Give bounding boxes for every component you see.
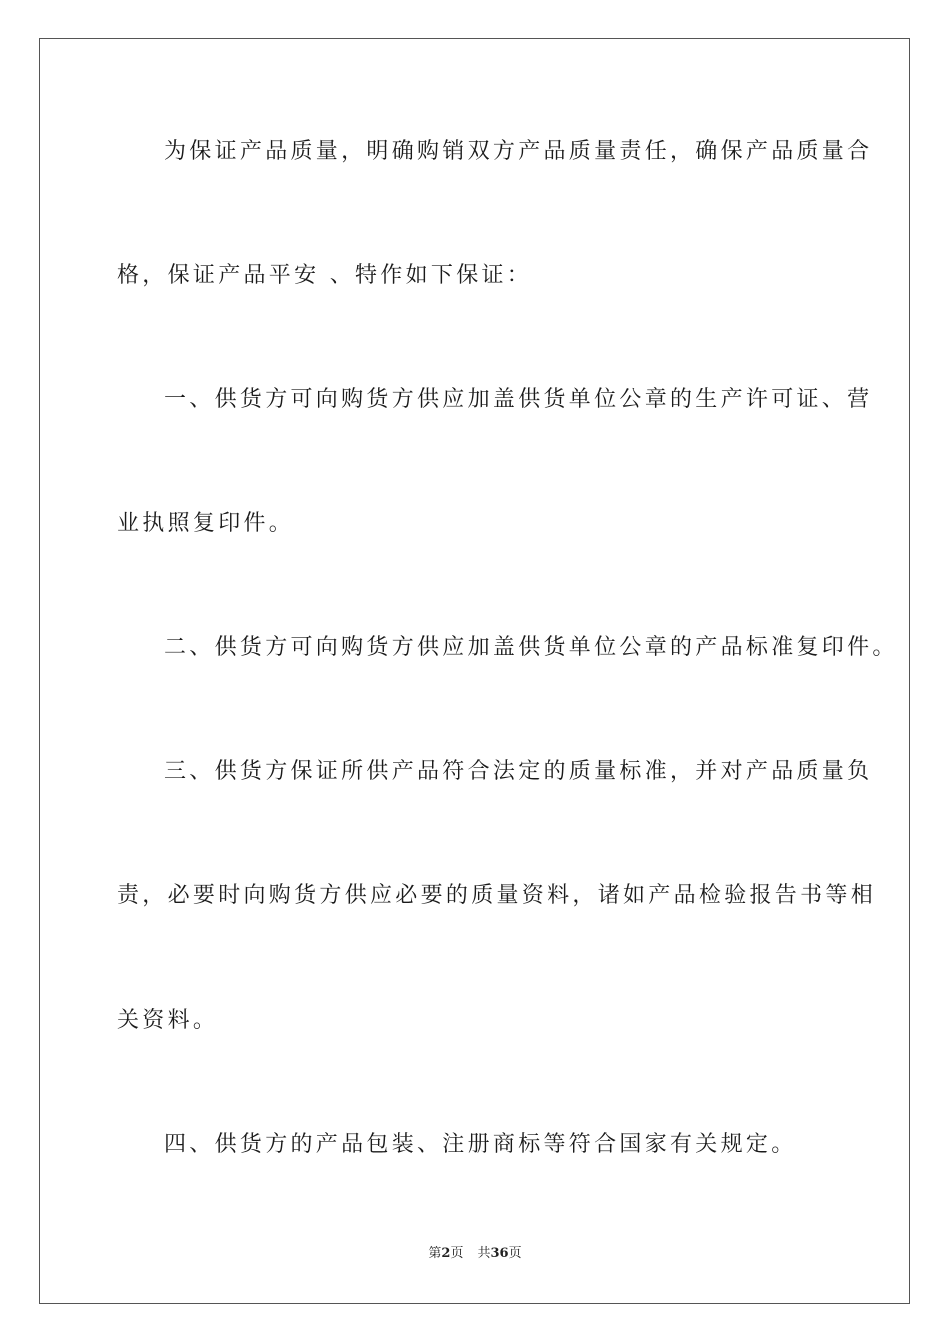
page-prefix: 第 bbox=[428, 1246, 442, 1261]
page-suffix: 页 bbox=[450, 1246, 464, 1261]
total-pages: 36 bbox=[490, 1246, 509, 1261]
page-number: 2 bbox=[441, 1246, 451, 1261]
total-prefix: 共 bbox=[477, 1246, 491, 1261]
clause-3-line-3: 关资料。 bbox=[117, 1008, 219, 1033]
paragraph-intro-line-2: 格，保证产品平安 、特作如下保证： bbox=[117, 263, 533, 288]
paragraph-intro-line-1: 为保证产品质量，明确购销双方产品质量责任，确保产品质量合 bbox=[164, 139, 873, 164]
clause-3-line-2: 责，必要时向购货方供应必要的质量资料，诸如产品检验报告书等相 bbox=[117, 883, 877, 908]
clause-4-line-1: 四、供货方的产品包装、注册商标等符合国家有关规定。 bbox=[164, 1132, 797, 1157]
page-border bbox=[39, 38, 910, 1304]
clause-1-line-2: 业执照复印件。 bbox=[117, 511, 295, 536]
clause-3-line-1: 三、供货方保证所供产品符合法定的质量标准，并对产品质量负 bbox=[164, 759, 873, 784]
page-footer bbox=[0, 1245, 950, 1263]
total-suffix: 页 bbox=[508, 1246, 522, 1261]
clause-2-line-1: 二、供货方可向购货方供应加盖供货单位公章的产品标准复印件。 bbox=[164, 635, 898, 660]
clause-1-line-1: 一、供货方可向购货方供应加盖供货单位公章的生产许可证、营 bbox=[164, 387, 873, 412]
